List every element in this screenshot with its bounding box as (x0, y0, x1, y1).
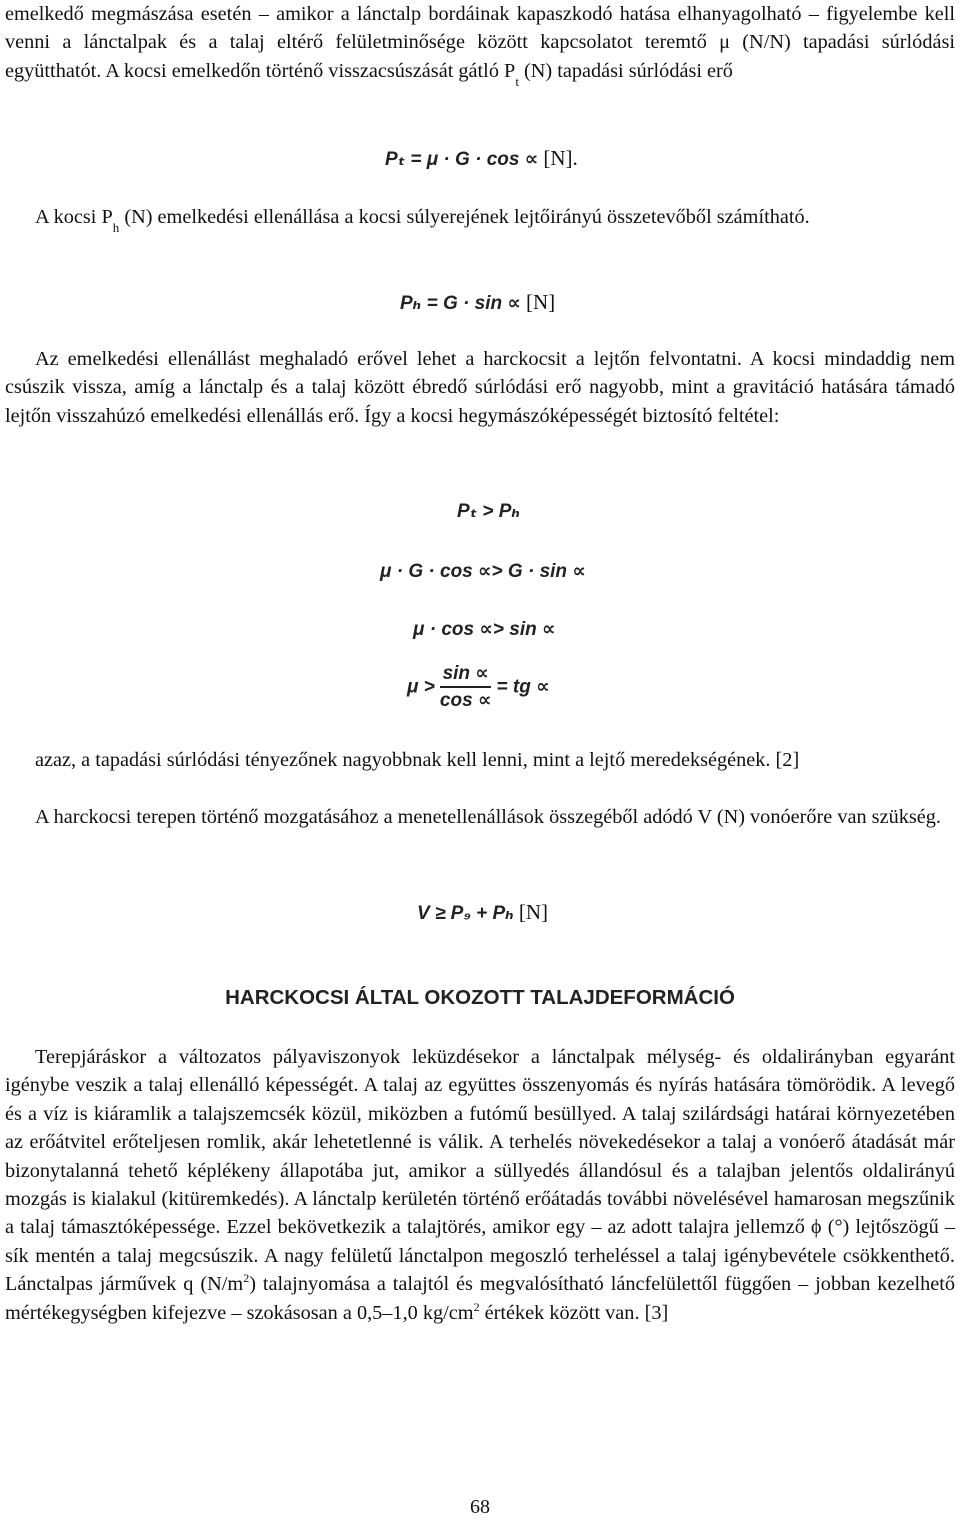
unit: [N]. (543, 146, 578, 170)
equation-traction-force (417, 898, 548, 927)
fraction (440, 664, 492, 710)
subscript: t (515, 73, 519, 89)
paragraph-friction-intro (5, 0, 955, 89)
inequality-3 (413, 615, 556, 643)
superscript: 2 (473, 1299, 480, 1314)
formula: μ · cos ∝> sin ∝ (413, 619, 556, 640)
equation-friction-force (385, 144, 578, 173)
paragraph-climbing-condition: Az emelkedési ellenállást meghaladó erővel lehet a harckocsit a lejtőn felvontatni. A kocsi mindaddig nem csúszik vissza, amíg a lánctalp és a talaj között ébredő súrlódási erő nagyobb, mint a gravitáció hatására támadó lejtőn visszahúzó emelkedési ellenállás erő. Így a kocsi hegymászóképességét biztosító feltétel: (5, 348, 955, 427)
text: ) talajnyomása a talajtól és megvalósítható láncfelülettől függően – jobban kezelhető mértékegységben kifejezve – szokásosan a 0,5–1,0 kg/cm (5, 1273, 956, 1324)
denominator: cos ∝ (439, 690, 492, 711)
text: (N) tapadási súrlódási erő (518, 59, 733, 82)
equation-climbing-resistance (400, 288, 555, 317)
formula: μ · G · cos ∝> G · sin ∝ (380, 561, 586, 582)
page-number: 68 (470, 1496, 490, 1518)
text: (N) emelkedési ellenállása a kocsi súlyerejének lejtőirányú összetevőből számítható. (119, 206, 810, 228)
text: értékek között van. [3] (479, 1301, 669, 1324)
formula: μ > (407, 676, 435, 698)
superscript: 2 (243, 1271, 250, 1286)
unit: [N] (525, 290, 556, 314)
inequality-2 (380, 557, 586, 585)
paragraph-climbing-resistance (5, 203, 955, 236)
formula: Pₜ > Pₕ (457, 501, 521, 522)
text: A kocsi P (35, 206, 113, 228)
unit: [N] (518, 900, 549, 924)
formula: V ≥ P₉ + Pₕ (417, 903, 514, 924)
formula: Pₕ = G · sin ∝ (400, 293, 521, 314)
formula: Pₜ = μ · G · cos ∝ (385, 149, 539, 170)
formula: = tg ∝ (496, 676, 550, 698)
paragraph-soil-deformation (5, 1043, 955, 1327)
inequality-1 (457, 497, 520, 525)
numerator: sin ∝ (440, 664, 492, 688)
subscript: h (112, 220, 120, 236)
paragraph-conclusion: azaz, a tapadási súrlódási tényezőnek nagyobbnak kell lenni, mint a lejtő meredekségének. [2] (35, 749, 800, 771)
inequality-4 (407, 664, 550, 710)
section-heading: HARCKOCSI ÁLTAL OKOZOTT TALAJDEFORMÁCIÓ (225, 986, 735, 1009)
text: emelkedő megmászása esetén – amikor a lánctalp bordáinak kapaszkodó hatása elhanyagolható – figyelembe kell venni a lánctalpak és a talaj eltérő felületminősége között kapcsolatot teremtő μ (N/N) tapadási súrlódási együtthatót. A kocsi emelkedőn történő visszacsúszását gátló P (5, 3, 955, 82)
paragraph-traction-force: A harckocsi terepen történő mozgatásához a menetellenállások összegéből adódó V (N) vonóerőre van szükség. (35, 806, 941, 828)
text: Terepjáráskor a változatos pályaviszonyok leküzdésekor a lánctalpak mélység- és oldalirányban egyaránt igénybe veszik a talaj ellenálló képességét. A talaj az együttes összenyomás és nyírás hatására tömörödik. A levegő és a víz is kiáramlik a talajszemcsék közül, miközben a futómű besüllyed. A talaj szilárdsági határai környezetében az erőátvitel erőteljesen romlik, akár lehetetlenné is válik. A terhelés növekedésekor a talaj a vonóerő átadását már bizonytalanná tehető képlékeny állapotába jut, amikor a süllyedés állandósul és a talajban jelentős oldalirányú mozgás is kialakul (kitüremkedés). A lánctalp kerületén történő erőátadás további növelésével hamarosan megszűnik a talaj támasztóképessége. Ezzel bekövetkezik a talajtörés, amikor egy – az adott talajra jellemző ϕ (°) lejtőszögű – sík mentén a talaj megcsúszik. A nagy felületű lánctalpon megoszló terheléssel a talaj igénybevétele csökkenthető. Lánctalpas járművek q (N/m (5, 1046, 955, 1296)
